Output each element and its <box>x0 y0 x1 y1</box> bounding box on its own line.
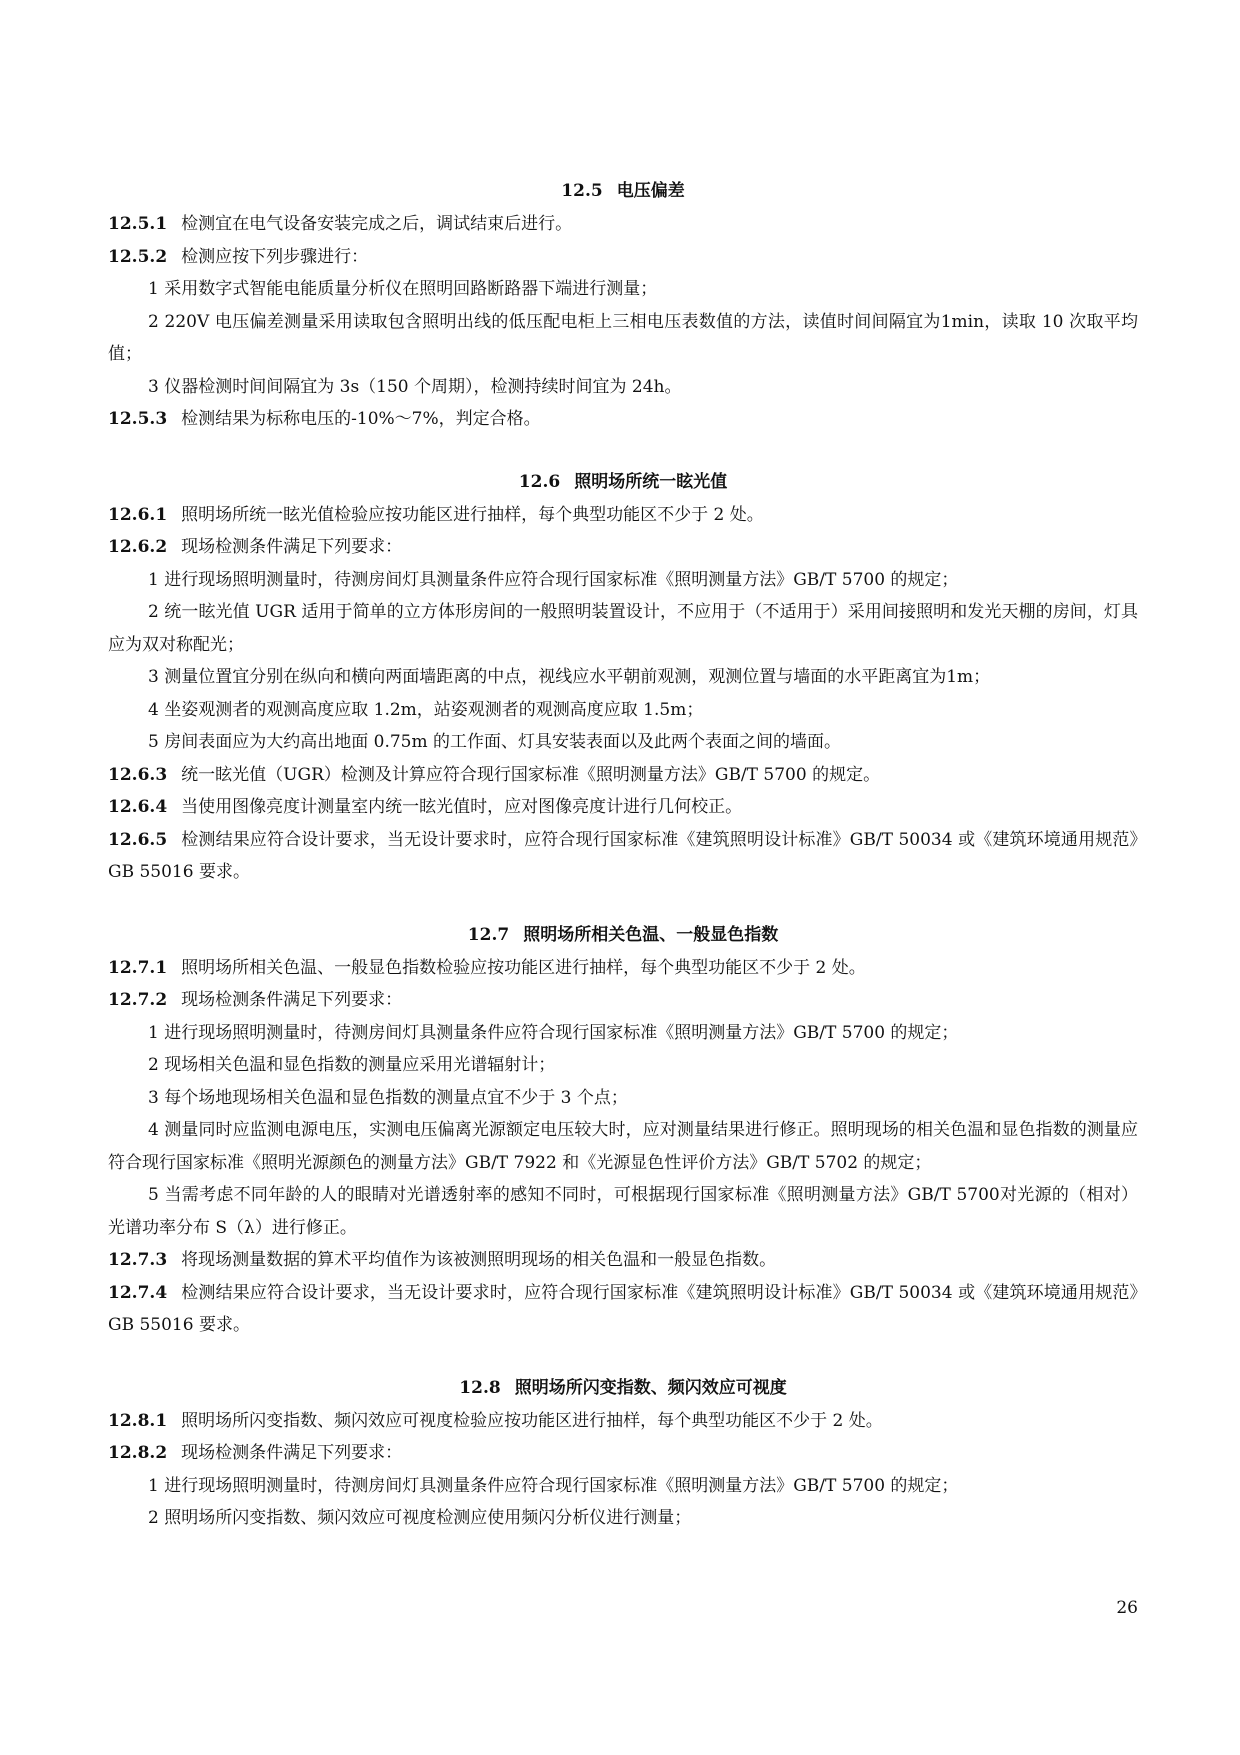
section-heading <box>108 1372 1138 1405</box>
clause-item: 3 仪器检测时间间隔宜为 3s（150 个周期），检测持续时间宜为 24h。 <box>148 376 682 397</box>
section-12-5 <box>108 175 1138 436</box>
clause-number: 12.7.4 <box>108 1282 168 1303</box>
clause-number: 12.5.2 <box>108 246 168 267</box>
section-number: 12.5 <box>561 181 603 201</box>
clause-text: 将现场测量数据的算术平均值作为该被测照明现场的相关色温和一般显色指数。 <box>181 1250 777 1270</box>
clause-text: 检测宜在电气设备安装完成之后，调试结束后进行。 <box>181 214 573 234</box>
section-heading <box>108 466 1138 499</box>
section-spacer <box>108 436 1138 466</box>
clause-12-6-2 <box>108 531 1138 564</box>
clause-item: 1 进行现场照明测量时，待测房间灯具测量条件应符合现行国家标准《照明测量方法》GB/T 5700 的规定； <box>148 1475 959 1496</box>
clause-item: 1 采用数字式智能电能质量分析仪在照明回路断路器下端进行测量； <box>148 279 658 299</box>
clause-12-5-2 <box>108 241 1138 274</box>
section-12-6 <box>108 466 1138 889</box>
clause-12-6-3 <box>108 759 1138 792</box>
clause-12-6-5 <box>108 824 1138 889</box>
clause-text: 检测结果为标称电压的-10%～7%，判定合格。 <box>181 409 541 429</box>
clause-text: 检测结果应符合设计要求，当无设计要求时，应符合现行国家标准《建筑照明设计标准》GB/T 50034 或《建筑环境通用规范》GB 55016 要求。 <box>108 1282 1138 1335</box>
clause-item: 5 房间表面应为大约高出地面 0.75m 的工作面、灯具安装表面以及此两个表面之间的墙面。 <box>148 732 841 752</box>
clause-number: 12.6.1 <box>108 504 168 525</box>
section-number: 12.6 <box>518 471 561 492</box>
clause-text: 现场检测条件满足下列要求： <box>181 1443 403 1463</box>
clause-item: 2 照明场所闪变指数、频闪效应可视度检测应使用频闪分析仪进行测量； <box>148 1508 692 1528</box>
clause-text: 照明场所统一眩光值检验应按功能区进行抽样，每个典型功能区不少于 2 处。 <box>181 504 764 525</box>
clause-number: 12.7.3 <box>108 1250 168 1270</box>
clause-item: 1 进行现场照明测量时，待测房间灯具测量条件应符合现行国家标准《照明测量方法》GB/T 5700 的规定； <box>148 569 959 590</box>
clause-number: 12.7.1 <box>108 957 168 978</box>
clause-number: 12.6.5 <box>108 829 168 850</box>
section-title: 照明场所闪变指数、频闪效应可视度 <box>514 1377 787 1398</box>
section-12-7 <box>108 919 1138 1342</box>
document-body <box>108 175 1138 1535</box>
clause-number: 12.6.3 <box>108 764 168 785</box>
page-number: 26 <box>1116 1598 1138 1618</box>
section-spacer <box>108 1342 1138 1372</box>
clause-12-8-2 <box>108 1437 1138 1470</box>
clause-12-8-1 <box>108 1405 1138 1438</box>
clause-text: 统一眩光值（UGR）检测及计算应符合现行国家标准《照明测量方法》GB/T 5700 的规定。 <box>181 764 881 785</box>
clause-item: 3 每个场地现场相关色温和显色指数的测量点宜不少于 3 个点； <box>148 1087 628 1108</box>
clause-12-5-1 <box>108 208 1138 241</box>
clause-12-7-2 <box>108 984 1138 1017</box>
clause-item: 2 统一眩光值 UGR 适用于简单的立方体形房间的一般照明装置设计，不应用于（不适用于）采用间接照明和发光天棚的房间，灯具应为双对称配光； <box>108 602 1138 655</box>
clause-12-6-4 <box>108 791 1138 824</box>
section-heading <box>108 919 1138 952</box>
clause-text: 检测应按下列步骤进行： <box>181 246 369 267</box>
clause-text: 照明场所相关色温、一般显色指数检验应按功能区进行抽样，每个典型功能区不少于 2 处。 <box>181 957 866 978</box>
clause-12-5-3 <box>108 403 1138 436</box>
section-title: 照明场所统一眩光值 <box>574 471 728 492</box>
clause-number: 12.8.2 <box>108 1443 168 1463</box>
clause-number: 12.7.2 <box>108 990 168 1010</box>
clause-12-7-1 <box>108 952 1138 985</box>
clause-text: 当使用图像亮度计测量室内统一眩光值时，应对图像亮度计进行几何校正。 <box>181 797 743 817</box>
clause-12-6-1 <box>108 499 1138 532</box>
clause-text: 现场检测条件满足下列要求： <box>181 537 403 557</box>
clause-item: 1 进行现场照明测量时，待测房间灯具测量条件应符合现行国家标准《照明测量方法》GB/T 5700 的规定； <box>148 1022 959 1043</box>
clause-item: 4 坐姿观测者的观测高度应取 1.2m，站姿观测者的观测高度应取 1.5m； <box>148 699 704 720</box>
clause-number: 12.6.2 <box>108 537 168 557</box>
clause-text: 检测结果应符合设计要求，当无设计要求时，应符合现行国家标准《建筑照明设计标准》GB/T 50034 或《建筑环境通用规范》GB 55016 要求。 <box>108 829 1138 882</box>
clause-item: 3 测量位置宜分别在纵向和横向两面墙距离的中点，视线应水平朝前观测，观测位置与墙面的水平距离宜为1m； <box>148 667 991 687</box>
section-title: 照明场所相关色温、一般显色指数 <box>523 924 779 945</box>
section-12-8 <box>108 1372 1138 1535</box>
clause-item: 4 测量同时应监测电源电压，实测电压偏离光源额定电压较大时，应对测量结果进行修正。照明现场的相关色温和显色指数的测量应符合现行国家标准《照明光源颜色的测量方法》GB/T 7922 和《光源显色性评价方法》GB/T 5702 的规定； <box>108 1120 1138 1173</box>
clause-number: 12.5.1 <box>108 214 168 234</box>
clause-number: 12.8.1 <box>108 1410 168 1431</box>
clause-item: 5 当需考虑不同年龄的人的眼睛对光谱透射率的感知不同时，可根据现行国家标准《照明测量方法》GB/T 5700对光源的（相对）光谱功率分布 S（λ）进行修正。 <box>108 1185 1138 1238</box>
section-number: 12.8 <box>459 1377 501 1398</box>
clause-number: 12.6.4 <box>108 797 168 817</box>
section-number: 12.7 <box>467 924 510 945</box>
clause-12-7-3 <box>108 1244 1138 1277</box>
clause-number: 12.5.3 <box>108 409 168 429</box>
clause-text: 现场检测条件满足下列要求： <box>181 990 403 1010</box>
clause-item: 2 220V 电压偏差测量采用读取包含照明出线的低压配电柜上三相电压表数值的方法，读值时间间隔宜为1min，读取 10 次取平均值； <box>108 311 1138 364</box>
section-heading <box>108 175 1138 208</box>
clause-text: 照明场所闪变指数、频闪效应可视度检验应按功能区进行抽样，每个典型功能区不少于 2 处。 <box>181 1410 883 1431</box>
section-spacer <box>108 889 1138 919</box>
clause-item: 2 现场相关色温和显色指数的测量应采用光谱辐射计； <box>148 1055 556 1075</box>
section-title: 电压偏差 <box>616 181 685 201</box>
clause-12-7-4 <box>108 1277 1138 1342</box>
